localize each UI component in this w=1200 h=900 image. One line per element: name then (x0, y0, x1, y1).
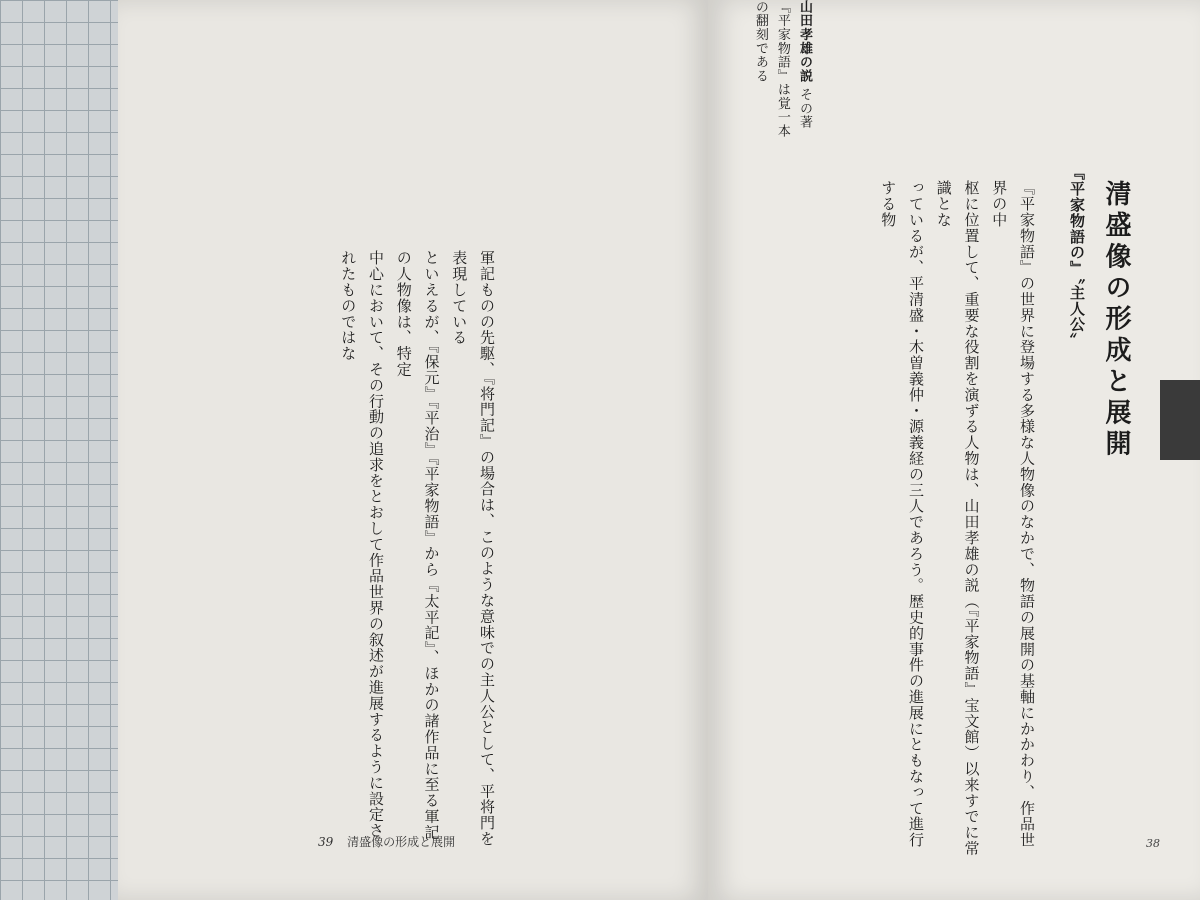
text-column: といえるが、『保元』『平治』『平家物語』から『太平記』、ほかの諸作品に至る軍記の人物像は、特定 (394, 250, 441, 841)
right-page (708, 0, 1200, 900)
margin-note (749, 0, 815, 145)
text-column: 『平家物語』の世界に登場する多様な人物像のなかで、物語の展開の基軸にかかわり、作品世界の中 (990, 180, 1036, 848)
left-page-body (334, 250, 501, 850)
note-label: 山田孝雄の説 (797, 0, 812, 83)
left-page-footer (318, 833, 455, 850)
page-number: 39 (318, 835, 334, 849)
page-number: 38 (1146, 837, 1160, 850)
text-column: っているが、平清盛・木曽義仲・源義経の三人であろう。歴史的事件の進展にともなって進行する物 (879, 180, 925, 848)
text-column: 枢に位置して、重要な役割を演ずる人物は、山田孝雄の説（『平家物語』宝文館）以来すでに常識とな (934, 180, 981, 857)
cutting-mat-background (0, 0, 130, 900)
left-page (118, 0, 710, 900)
note-text: その著『平家物語』は覚一本の翻刻である (752, 0, 812, 138)
background-object (1160, 380, 1200, 460)
right-page-body (874, 180, 1041, 860)
section-title: 清盛像の形成と展開 (1101, 180, 1131, 461)
subsection-title: 『平家物語の』〝主人公〟 (1068, 165, 1086, 349)
text-column: 軍記ものの先駆、『将門記』の場合は、このような意味での主人公として、平将門を表現している (450, 250, 496, 847)
running-title: 清盛像の形成と展開 (347, 835, 456, 849)
text-column: 中心において、その行動の追求をとおして作品世界の叙述が進展するように設定されたものではな (339, 250, 385, 839)
